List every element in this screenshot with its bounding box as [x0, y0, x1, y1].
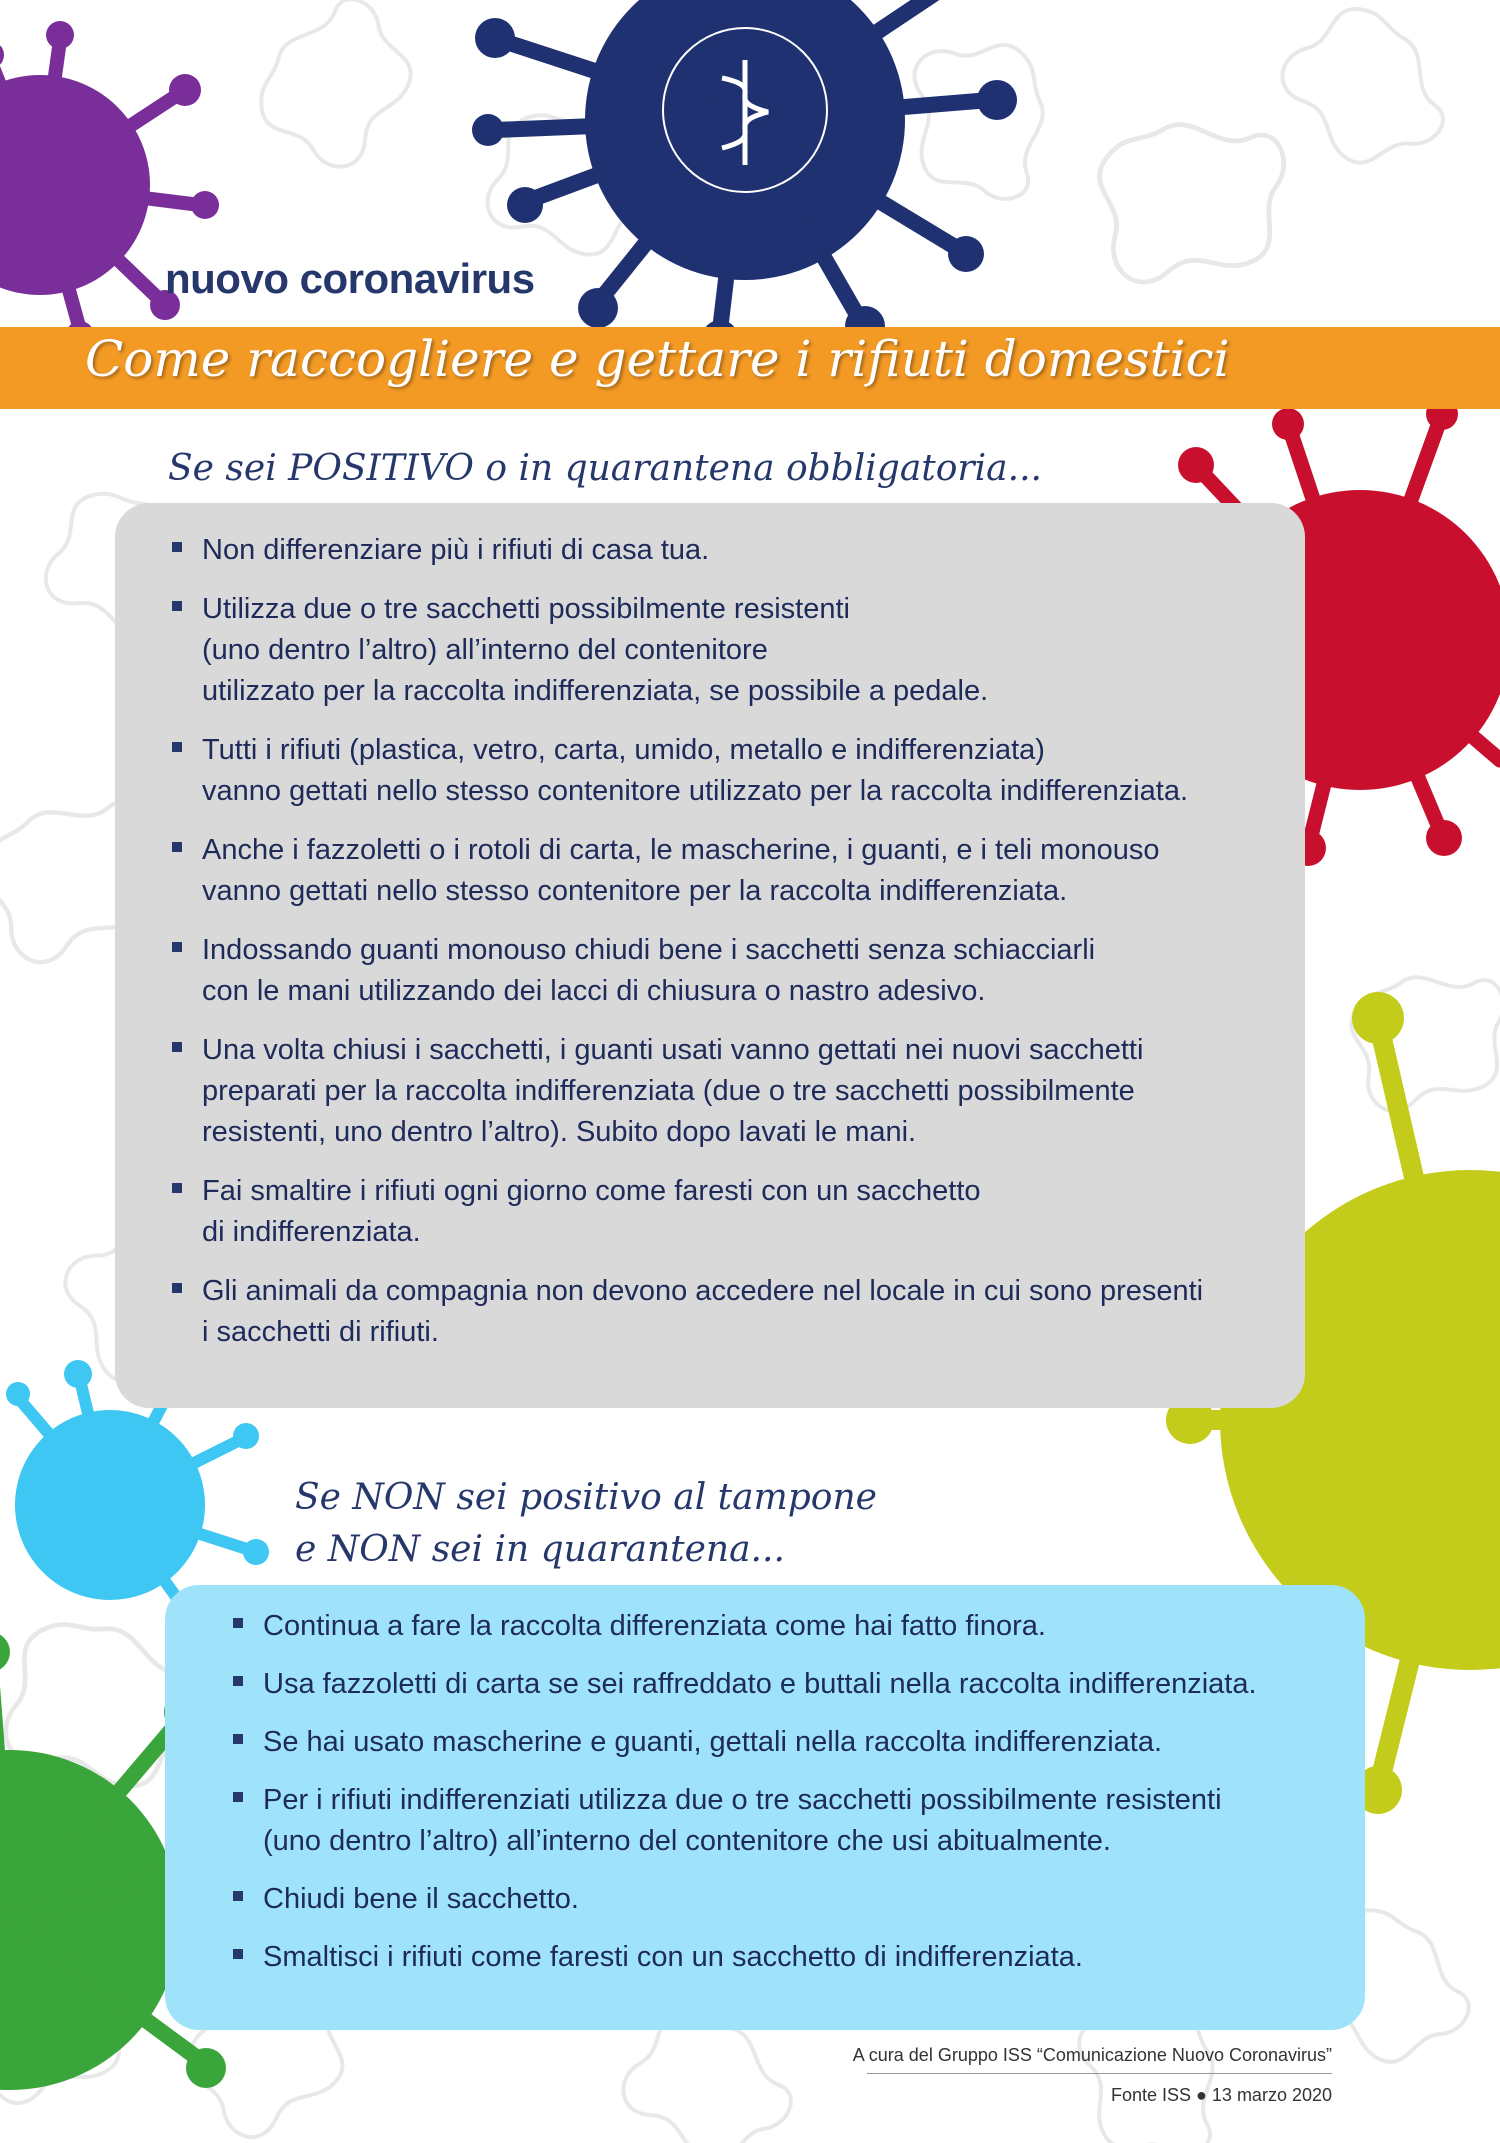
bullet-icon	[233, 1734, 243, 1744]
section-positive-title: Se sei POSITIVO o in quarantena obbligatoria...	[168, 448, 1042, 489]
list-item-text: Anche i fazzoletti o i rotoli di carta, le mascherine, i guanti, e i teli monouso	[202, 834, 1160, 866]
list-item-text: resistenti, uno dentro l’altro). Subito dopo lavati le mani.	[202, 1116, 917, 1148]
list-item-text: Smaltisci i rifiuti come faresti con un sacchetto di indifferenziata.	[263, 1941, 1083, 1973]
list-item-text: Per i rifiuti indifferenziati utilizza due o tre sacchetti possibilmente resistenti	[263, 1784, 1222, 1816]
list-item-text: Continua a fare la raccolta differenziata come hai fatto finora.	[263, 1610, 1046, 1642]
section-negative-title	[295, 1472, 877, 1576]
bullet-icon	[172, 942, 182, 952]
list-item	[172, 530, 1282, 571]
list-item	[172, 830, 1282, 912]
section-negative-title-line2: e NON sei in quarantena...	[295, 1529, 785, 1570]
bullet-icon	[172, 601, 182, 611]
list-item	[172, 1030, 1282, 1153]
bullet-icon	[172, 742, 182, 752]
list-item-text: vanno gettati nello stesso contenitore utilizzato per la raccolta indifferenziata.	[202, 775, 1189, 807]
bullet-icon	[172, 542, 182, 552]
bullet-icon	[233, 1891, 243, 1901]
banner-title: Come raccogliere e gettare i rifiuti domestici	[85, 330, 1230, 388]
bullet-icon	[172, 1283, 182, 1293]
list-item	[233, 1879, 1353, 1920]
list-item-text: Se hai usato mascherine e guanti, gettali nella raccolta indifferenziata.	[263, 1726, 1163, 1758]
list-item-text: Utilizza due o tre sacchetti possibilmente resistenti	[202, 593, 850, 625]
list-item	[233, 1780, 1353, 1862]
source-text: Fonte ISS ● 13 marzo 2020	[1111, 2085, 1332, 2105]
list-item-text: preparati per la raccolta indifferenziata (due o tre sacchetti possibilmente	[202, 1075, 1135, 1107]
bullet-icon	[172, 842, 182, 852]
list-item-text: di indifferenziata.	[202, 1216, 421, 1248]
negative-list	[233, 1606, 1353, 1995]
list-item-text: Una volta chiusi i sacchetti, i guanti usati vanno gettati nei nuovi sacchetti	[202, 1034, 1144, 1066]
list-item-text: (uno dentro l’altro) all’interno del contenitore che usi abitualmente.	[263, 1825, 1111, 1857]
list-item-text: Indossando guanti monouso chiudi bene i sacchetti senza schiacciarli	[202, 934, 1096, 966]
list-item	[172, 1171, 1282, 1253]
credit-text: A cura del Gruppo ISS “Comunicazione Nuovo Coronavirus”	[852, 2045, 1332, 2065]
positive-list	[172, 530, 1282, 1371]
list-item	[172, 930, 1282, 1012]
list-item	[233, 1937, 1353, 1978]
list-item-text: i sacchetti di rifiuti.	[202, 1316, 439, 1348]
list-item-text: utilizzato per la raccolta indifferenziata, se possibile a pedale.	[202, 675, 989, 707]
list-item-text: vanno gettati nello stesso contenitore per la raccolta indifferenziata.	[202, 875, 1068, 907]
bullet-icon	[233, 1949, 243, 1959]
list-item	[233, 1722, 1353, 1763]
list-item-text: Usa fazzoletti di carta se sei raffreddato e buttali nella raccolta indifferenziata.	[263, 1668, 1257, 1700]
list-item-text: (uno dentro l’altro) all’interno del contenitore	[202, 634, 768, 666]
bullet-icon	[233, 1792, 243, 1802]
section-negative-title-line1: Se NON sei positivo al tampone	[295, 1477, 877, 1518]
list-item	[172, 1271, 1282, 1353]
bullet-icon	[172, 1042, 182, 1052]
list-item-text: Gli animali da compagnia non devono accedere nel locale in cui sono presenti	[202, 1275, 1204, 1307]
list-item-text: Fai smaltire i rifiuti ogni giorno come faresti con un sacchetto	[202, 1175, 981, 1207]
footer-divider	[867, 2073, 1332, 2074]
list-item	[233, 1664, 1353, 1705]
list-item-text: Chiudi bene il sacchetto.	[263, 1883, 579, 1915]
bullet-icon	[233, 1618, 243, 1628]
list-item	[172, 730, 1282, 812]
list-item-text: Non differenziare più i rifiuti di casa tua.	[202, 534, 710, 566]
bullet-icon	[233, 1676, 243, 1686]
list-item	[233, 1606, 1353, 1647]
list-item	[172, 589, 1282, 712]
bullet-icon	[172, 1183, 182, 1193]
list-item-text: Tutti i rifiuti (plastica, vetro, carta, umido, metallo e indifferenziata)	[202, 734, 1045, 766]
list-item-text: con le mani utilizzando dei lacci di chiusura o nastro adesivo.	[202, 975, 986, 1007]
small-title: nuovo coronavirus	[165, 255, 535, 302]
